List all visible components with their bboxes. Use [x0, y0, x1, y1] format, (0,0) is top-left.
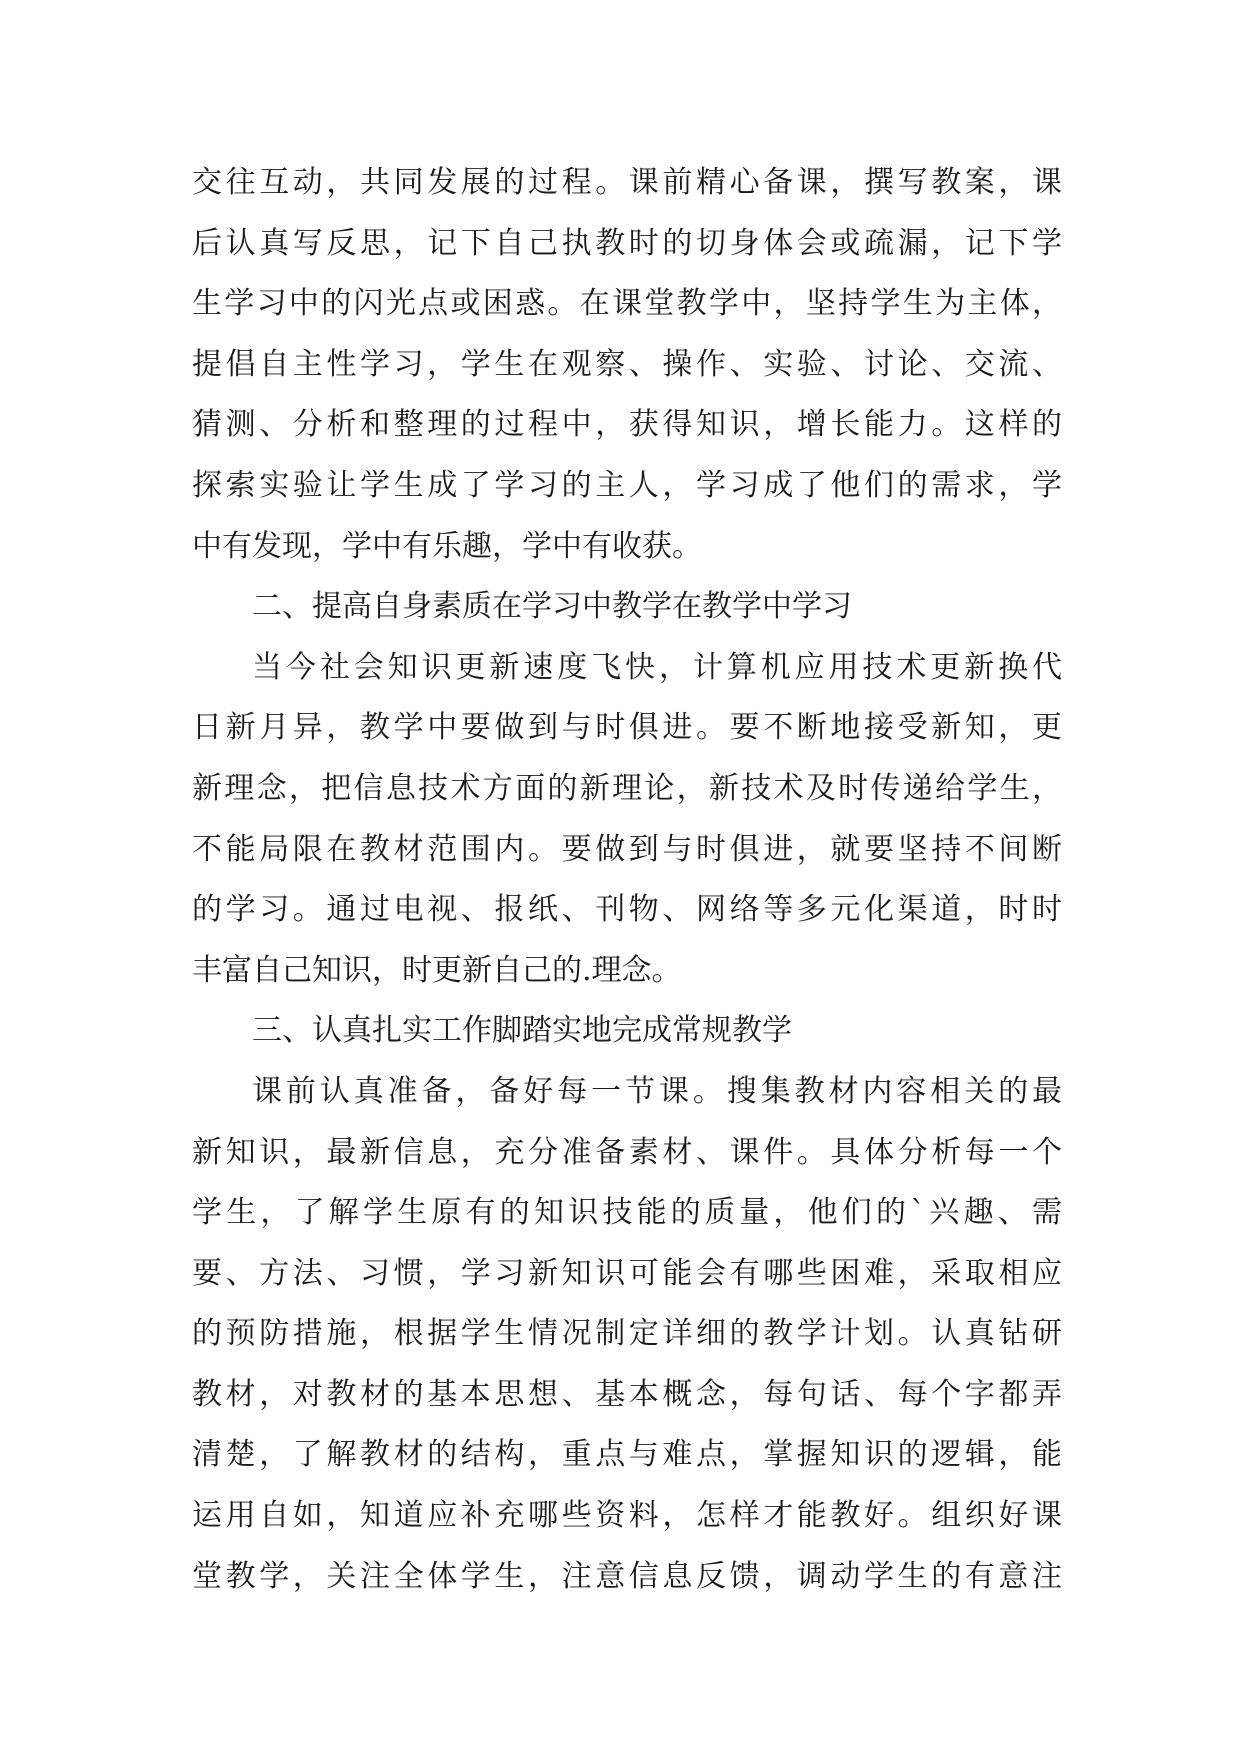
text-line: 新知识，最新信息，充分准备素材、课件。具体分析每一个: [192, 1134, 1062, 1170]
text-line: 中有发现，学中有乐趣，学中有收获。: [192, 528, 702, 564]
text-line: 的学习。通过电视、报纸、刊物、网络等多元化渠道，时时: [192, 892, 1062, 928]
text-line: 的预防措施，根据学生情况制定详细的教学计划。认真钻研: [192, 1316, 1062, 1352]
text-line: 不能局限在教材范围内。要做到与时俱进，就要坚持不间断: [192, 831, 1062, 867]
text-line: 新理念，把信息技术方面的新理论，新技术及时传递给学生，: [192, 770, 1062, 806]
text-line: 猜测、分析和整理的过程中，获得知识，增长能力。这样的: [192, 407, 1062, 443]
body-text: [192, 153, 1062, 1607]
text-line: 日新月异，教学中要做到与时俱进。要不断地接受新知，更: [192, 710, 1062, 746]
text-line: 课前认真准备，备好每一节课。搜集教材内容相关的最: [252, 1073, 1062, 1109]
text-line: 清楚，了解教材的结构，重点与难点，掌握知识的逻辑，能: [192, 1437, 1062, 1473]
text-line: 后认真写反思，记下自己执教时的切身体会或疏漏，记下学: [192, 225, 1062, 261]
text-line: 提倡自主性学习，学生在观察、操作、实验、讨论、交流、: [192, 346, 1062, 382]
section-heading: 二、提高自身素质在学习中教学在教学中学习: [252, 589, 852, 625]
text-line: 要、方法、习惯，学习新知识可能会有哪些困难，采取相应: [192, 1255, 1062, 1291]
text-line: 生学习中的闪光点或困惑。在课堂教学中，坚持学生为主体，: [192, 286, 1062, 322]
section-heading: 三、认真扎实工作脚踏实地完成常规教学: [252, 1013, 792, 1049]
text-line: 丰富自己知识，时更新自己的.理念。: [192, 952, 682, 988]
text-line: 教材，对教材的基本思想、基本概念，每句话、每个字都弄: [192, 1376, 1062, 1412]
text-line: 探索实验让学生成了学习的主人，学习成了他们的需求，学: [192, 467, 1062, 503]
text-line: 学生，了解学生原有的知识技能的质量，他们的`兴趣、需: [192, 1195, 1062, 1231]
text-line: 当今社会知识更新速度飞快，计算机应用技术更新换代: [252, 649, 1062, 685]
text-line: 运用自如，知道应补充哪些资料，怎样才能教好。组织好课: [192, 1498, 1062, 1534]
text-line: 堂教学，关注全体学生，注意信息反馈，调动学生的有意注: [192, 1558, 1062, 1594]
text-line: 交往互动，共同发展的过程。课前精心备课，撰写教案，课: [192, 165, 1062, 200]
